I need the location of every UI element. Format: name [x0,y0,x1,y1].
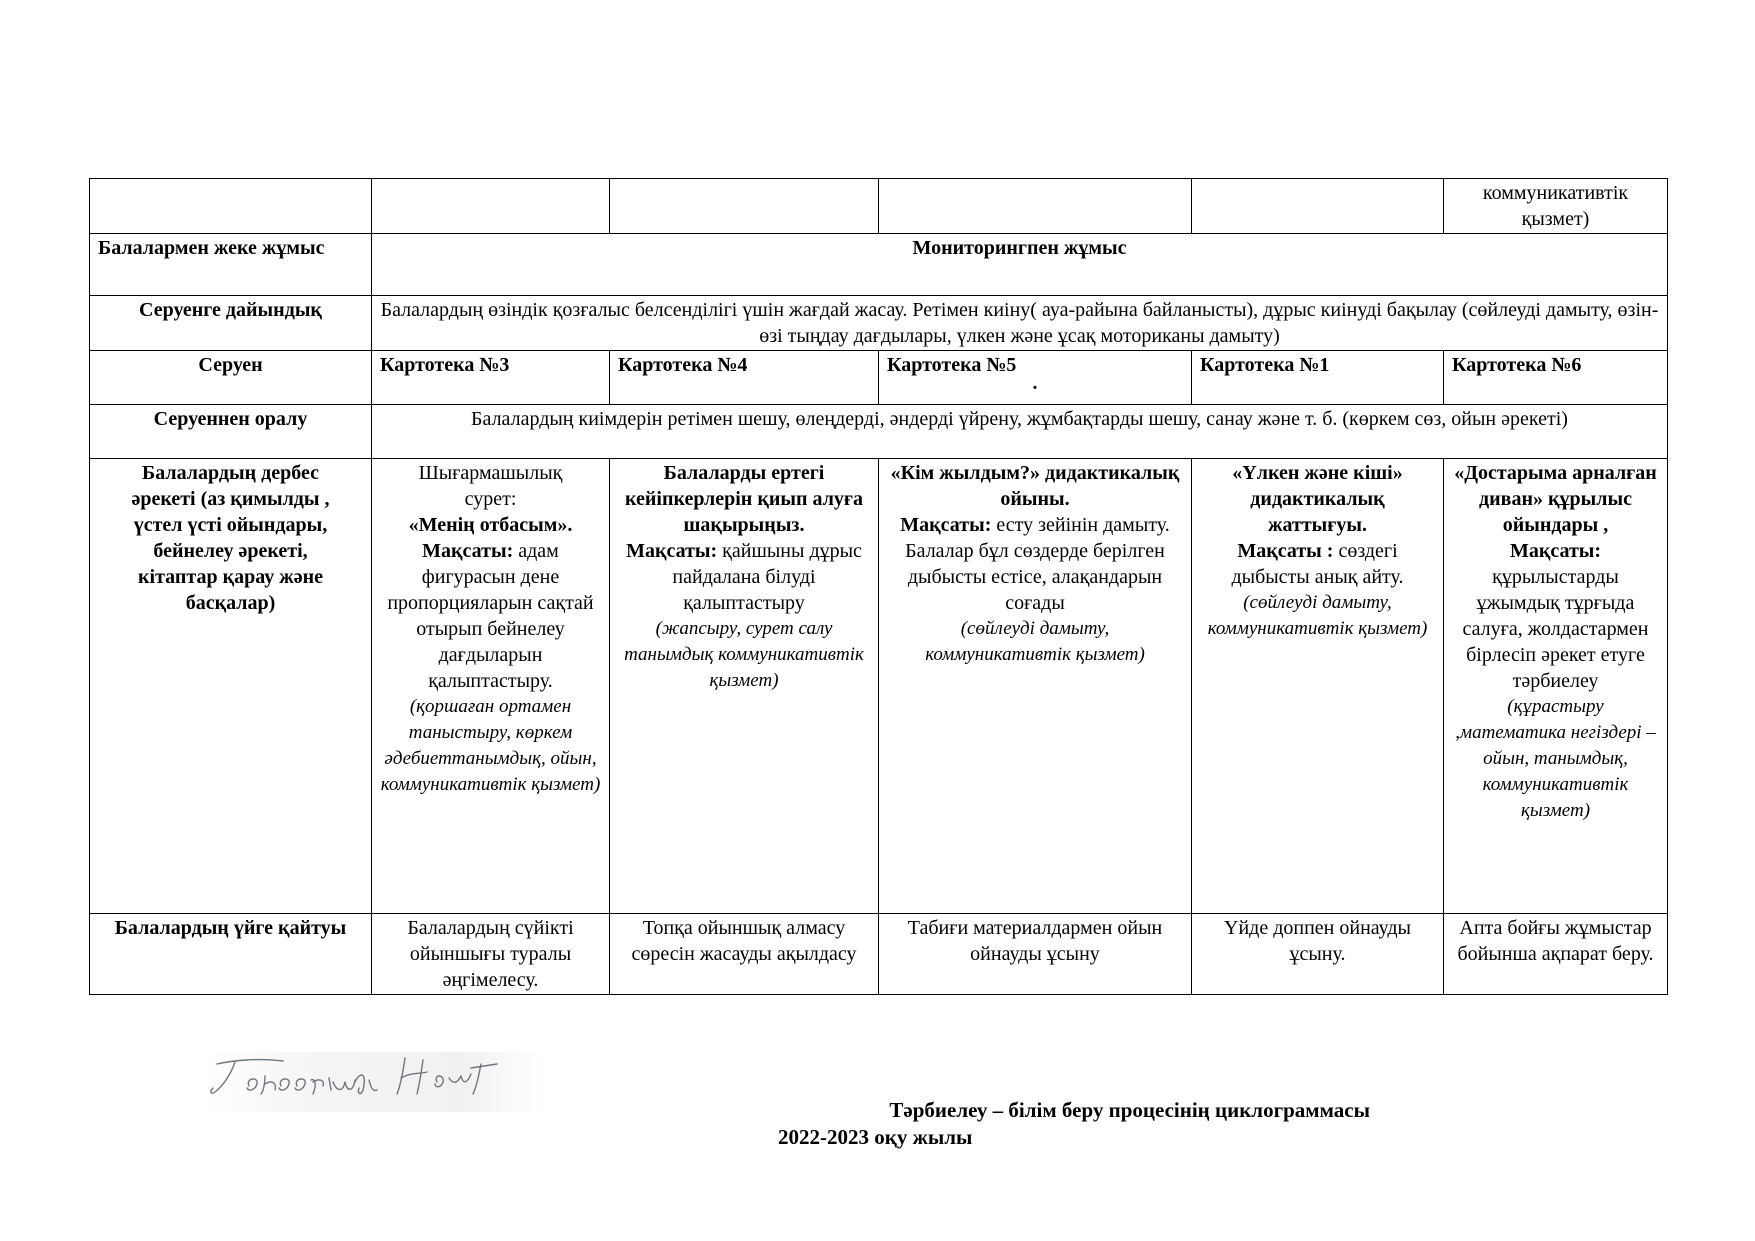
activity-title: «Достарыма арналған диван» құрылыс ойындары , [1454,462,1657,536]
label-line: әрекеті (аз қимылды , [131,488,330,510]
row-label-independent-activity [90,459,372,914]
walk-card: Картотека №6 [1444,351,1668,405]
goal-text: есту зейінін дамыту. [996,514,1170,536]
walk-card-label: Картотека №5 [887,354,1017,376]
activity-areas: (жапсыру, сурет салу танымдық коммуникативтік қызмет) [624,618,864,691]
walk-card: Картотека №4 [610,351,879,405]
goal-text: құрылыстарды ұжымдық тұрғыда салуға, жолдастармен бірлесіп әрекет етуге тәрбиелеу [1462,566,1649,692]
table-cell [90,179,372,234]
document-title: Тәрбиелеу – білім беру процесінің циклограммасы [889,1098,1370,1122]
return-from-walk-content: Балалардың киімдерін ретімен шешу, өлеңдерді, әндерді үйрену, жұмбақтарды шешу, санау және т. б. (көркем сөз, ойын әрекеті) [372,405,1668,459]
cell-text: қызмет) [1521,208,1590,230]
walk-preparation-content: Балалардың өзіндік қозғалыс белсенділігі үшін жағдай жасау. Ретімен киіну( ауа-райына байланысты), дұрыс киінуді бақылау (сөйлеуді дамыту, өзін-өзі тыңдау дағдылары, үлкен және ұсақ моториканы дамыту) [372,296,1668,351]
table-cell [1444,179,1668,234]
table-row [90,351,1668,405]
goal-label: Мақсаты : [1237,540,1334,562]
label-line: бейнелеу әрекеті, [153,540,308,562]
activity-cell-didactic-game [879,459,1192,914]
activity-title: Балаларды ертегі кейіпкерлерін қиып алуға шақырыңыз. [625,462,863,536]
academic-year: 2022-2023 оқу жылы [778,1125,973,1149]
activity-areas: (құрастыру ,математика негіздері – ойын, танымдық, коммуникативтік қызмет) [1455,696,1656,821]
goal-text: сөздегі дыбысты анық айту. [1231,540,1404,588]
goal-text: қайшыны дұрыс пайдалана білуді қалыптастыру [672,540,862,614]
goal-label: Мақсаты: [422,540,514,562]
activity-cell-exercise [1192,459,1444,914]
going-home-cell: Балалардың сүйікті ойыншығы туралы әңгімелесу. [372,914,610,995]
table-row [90,234,1668,296]
activity-intro: Шығармашылық [418,462,563,484]
going-home-cell: Топқа ойыншық алмасу сөресін жасауды ақылдасу [610,914,879,995]
table-row [90,179,1668,234]
going-home-cell: Үйде доппен ойнауды ұсыну. [1192,914,1444,995]
individual-work-content: Мониторингпен жұмыс [372,234,1668,296]
activity-title: «Үлкен және кіші» дидактикалық жаттығуы. [1232,462,1403,536]
row-label-going-home: Балалардың үйге қайтуы [90,914,372,995]
table-row [90,914,1668,995]
walk-card: Картотека №3 [372,351,610,405]
activity-cell-cutting [610,459,879,914]
goal-text: адам фигурасын дене пропорцияларын сақтай отырып бейнелеу дағдыларын қалыптастыру. [387,540,594,692]
label-line: Балалардың дербес [142,462,319,484]
table-row [90,296,1668,351]
walk-card-dot: . [1032,372,1038,394]
label-line: үстел үсті ойындары, [133,514,328,536]
row-label-individual-work: Балалармен жеке жұмыс [90,234,372,296]
table-cell [1192,179,1444,234]
activity-title: «Кім жылдым?» дидактикалық ойыны. [890,462,1180,510]
activity-title: «Менің отбасым». [408,514,573,536]
row-label-walk-preparation: Серуенге дайындық [90,296,372,351]
walk-card: Картотека №1 [1192,351,1444,405]
table-cell [610,179,879,234]
goal-label: Мақсаты: [900,514,992,536]
activity-areas: (сөйлеуді дамыту, коммуникативтік қызмет) [925,618,1145,665]
activity-cell-construction [1444,459,1668,914]
goal-label: Мақсаты: [626,540,718,562]
walk-card [879,351,1192,405]
label-line: кітаптар қарау және [137,566,323,588]
activity-cell-drawing [372,459,610,914]
cyclogram-table [89,178,1668,995]
goal-label: Мақсаты: [1509,540,1602,562]
activity-areas: (қоршаған ортамен таныстыру, көркем әдебиеттанымдық, ойын, коммуникативтік қызмет) [380,696,601,795]
activity-intro: сурет: [464,488,517,510]
label-line: басқалар) [185,592,276,614]
row-label-walk: Серуен [90,351,372,405]
activity-extra: Балалар бұл сөздерде берілген дыбысты естісе, алақандарын соғады [905,540,1165,614]
going-home-cell: Апта бойғы жұмыстар бойынша ақпарат беру. [1444,914,1668,995]
row-label-return-from-walk: Серуеннен оралу [90,405,372,459]
going-home-cell: Табиғи материалдармен ойын ойнауды ұсыну [879,914,1192,995]
table-row [90,459,1668,914]
table-cell [372,179,610,234]
cell-text: коммуникативтік [1482,182,1629,204]
activity-areas: (сөйлеуді дамыту, коммуникативтік қызмет) [1207,592,1428,639]
table-cell [879,179,1192,234]
table-row [90,405,1668,459]
